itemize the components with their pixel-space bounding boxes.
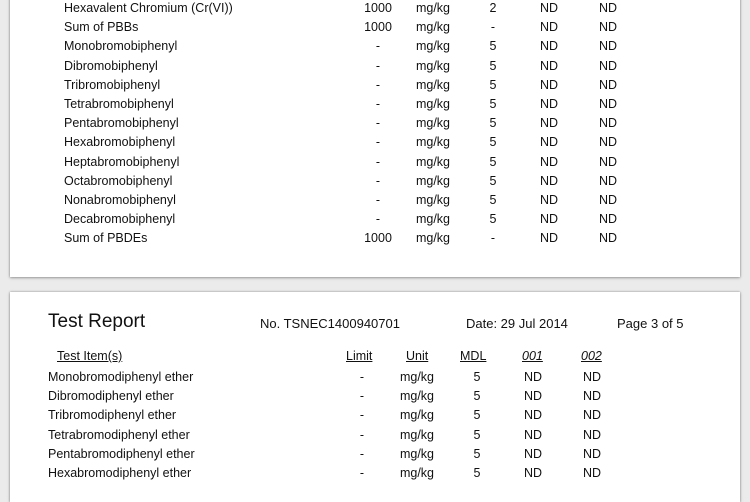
test-item-name: Tetrabromodiphenyl ether — [48, 427, 190, 442]
test-item-name: Hexabromobiphenyl — [64, 135, 176, 150]
test-item-name: Tetrabromobiphenyl — [64, 97, 174, 111]
page-indicator: Page 3 of 5 — [617, 316, 684, 331]
unit-value: mg/kg — [415, 77, 451, 92]
result-002: ND — [598, 154, 618, 169]
table-row — [10, 210, 740, 229]
table-row — [10, 406, 740, 425]
report-page-sheet — [10, 292, 740, 502]
test-item-name: Sum of PBDEs — [64, 231, 148, 246]
limit-value: - — [375, 154, 381, 169]
result-002: ND — [598, 97, 618, 111]
unit-value: mg/kg — [415, 1, 451, 15]
table-row — [10, 368, 740, 387]
limit-value: - — [375, 97, 381, 111]
result-001: ND — [523, 427, 543, 442]
table-row — [10, 114, 740, 133]
result-002: ND — [582, 466, 602, 480]
limit-value: - — [375, 193, 381, 207]
report-date: Date: 29 Jul 2014 — [466, 316, 568, 331]
test-item-name: Pentabromodiphenyl ether — [48, 446, 195, 461]
unit-value: mg/kg — [415, 173, 451, 188]
mdl-value: 5 — [489, 97, 497, 111]
mdl-value: 5 — [473, 446, 481, 461]
table-row — [10, 426, 740, 445]
result-002: ND — [582, 408, 602, 423]
unit-value: mg/kg — [399, 408, 435, 423]
result-002: ND — [598, 1, 618, 15]
table-row — [10, 191, 740, 210]
mdl-value: 5 — [489, 193, 497, 207]
result-002: ND — [598, 173, 618, 188]
unit-value: mg/kg — [415, 231, 451, 246]
result-001: ND — [539, 39, 559, 54]
result-001: ND — [523, 466, 543, 480]
result-001: ND — [539, 20, 559, 35]
unit-value: mg/kg — [415, 135, 451, 150]
result-001: ND — [539, 77, 559, 92]
mdl-value: 5 — [489, 77, 497, 92]
table-row — [10, 0, 740, 18]
mdl-value: 5 — [473, 408, 481, 423]
limit-value: - — [359, 370, 365, 384]
table-row — [10, 172, 740, 191]
unit-value: mg/kg — [415, 193, 451, 207]
mdl-value: 5 — [489, 212, 497, 227]
limit-value: - — [359, 446, 365, 461]
report-number: No. TSNEC1400940701 — [260, 316, 400, 331]
unit-value: mg/kg — [415, 39, 451, 54]
limit-value: - — [359, 466, 365, 480]
limit-value: - — [375, 77, 381, 92]
table-row — [10, 76, 740, 95]
result-001: ND — [539, 1, 559, 15]
result-002: ND — [582, 389, 602, 404]
mdl-value: - — [490, 231, 496, 246]
result-001: ND — [539, 173, 559, 188]
test-item-name: Sum of PBBs — [64, 20, 139, 35]
report-title: Test Report — [48, 311, 146, 332]
result-001: ND — [523, 446, 543, 461]
table-row — [10, 464, 740, 483]
test-item-name: Hexabromodiphenyl ether — [48, 466, 192, 480]
limit-value: 1000 — [364, 1, 392, 15]
header-test-items: Test Item(s) — [57, 349, 123, 363]
limit-value: - — [359, 408, 365, 423]
limit-value: - — [375, 116, 381, 131]
unit-value: mg/kg — [399, 389, 435, 404]
test-item-name: Decabromobiphenyl — [64, 212, 176, 227]
result-002: ND — [598, 193, 618, 207]
mdl-value: 5 — [473, 389, 481, 404]
unit-value: mg/kg — [399, 446, 435, 461]
test-item-name: Octabromobiphenyl — [64, 173, 173, 188]
header-mdl: MDL — [460, 349, 487, 363]
mdl-value: 5 — [473, 466, 481, 480]
test-item-name: Tribromobiphenyl — [64, 77, 161, 92]
limit-value: - — [375, 135, 381, 150]
result-002: ND — [582, 446, 602, 461]
test-item-name: Monobromobiphenyl — [64, 39, 178, 54]
result-001: ND — [539, 135, 559, 150]
unit-value: mg/kg — [415, 58, 451, 73]
test-item-name: Hexavalent Chromium (Cr(VI)) — [64, 1, 233, 15]
table-row — [10, 18, 740, 37]
result-002: ND — [582, 427, 602, 442]
result-002: ND — [598, 135, 618, 150]
header-sample-002: 002 — [581, 349, 602, 363]
test-item-name: Tribromodiphenyl ether — [48, 408, 177, 423]
result-001: ND — [539, 58, 559, 73]
mdl-value: 5 — [489, 58, 497, 73]
result-001: ND — [539, 97, 559, 111]
result-002: ND — [598, 212, 618, 227]
result-001: ND — [539, 154, 559, 169]
result-002: ND — [598, 20, 618, 35]
unit-value: mg/kg — [415, 212, 451, 227]
unit-value: mg/kg — [415, 154, 451, 169]
mdl-value: 5 — [473, 427, 481, 442]
table-row — [10, 95, 740, 114]
test-item-name: Heptabromobiphenyl — [64, 154, 180, 169]
previous-page-sheet — [10, 0, 740, 277]
result-002: ND — [582, 370, 602, 384]
table-row — [10, 229, 740, 248]
mdl-value: 5 — [489, 39, 497, 54]
header-limit: Limit — [346, 349, 373, 363]
mdl-value: 5 — [473, 370, 481, 384]
unit-value: mg/kg — [415, 20, 451, 35]
header-sample-001: 001 — [522, 349, 543, 363]
result-001: ND — [539, 193, 559, 207]
mdl-value: 5 — [489, 135, 497, 150]
limit-value: - — [375, 58, 381, 73]
table-row — [10, 133, 740, 152]
mdl-value: 5 — [489, 116, 497, 131]
table-row — [10, 153, 740, 172]
mdl-value: 5 — [489, 173, 497, 188]
unit-value: mg/kg — [415, 97, 451, 111]
header-unit: Unit — [406, 349, 429, 363]
test-item-name: Dibromobiphenyl — [64, 58, 158, 73]
test-item-name: Dibromodiphenyl ether — [48, 389, 174, 404]
result-002: ND — [598, 77, 618, 92]
result-001: ND — [523, 370, 543, 384]
test-item-name: Monobromodiphenyl ether — [48, 370, 194, 384]
mdl-value: 5 — [489, 154, 497, 169]
table-row — [10, 387, 740, 406]
limit-value: 1000 — [364, 20, 392, 35]
table-row — [10, 445, 740, 464]
limit-value: - — [375, 39, 381, 54]
result-001: ND — [523, 408, 543, 423]
result-002: ND — [598, 231, 618, 246]
unit-value: mg/kg — [399, 466, 435, 480]
result-002: ND — [598, 39, 618, 54]
result-002: ND — [598, 58, 618, 73]
limit-value: - — [359, 427, 365, 442]
table-row — [10, 37, 740, 56]
test-item-name: Pentabromobiphenyl — [64, 116, 179, 131]
limit-value: 1000 — [364, 231, 392, 246]
mdl-value: - — [490, 20, 496, 35]
unit-value: mg/kg — [415, 116, 451, 131]
test-item-name: Nonabromobiphenyl — [64, 193, 176, 207]
limit-value: - — [375, 173, 381, 188]
unit-value: mg/kg — [399, 427, 435, 442]
result-001: ND — [539, 212, 559, 227]
table-row — [10, 57, 740, 76]
result-001: ND — [539, 231, 559, 246]
result-001: ND — [539, 116, 559, 131]
result-001: ND — [523, 389, 543, 404]
unit-value: mg/kg — [399, 370, 435, 384]
mdl-value: 2 — [489, 1, 497, 15]
result-002: ND — [598, 116, 618, 131]
limit-value: - — [359, 389, 365, 404]
limit-value: - — [375, 212, 381, 227]
